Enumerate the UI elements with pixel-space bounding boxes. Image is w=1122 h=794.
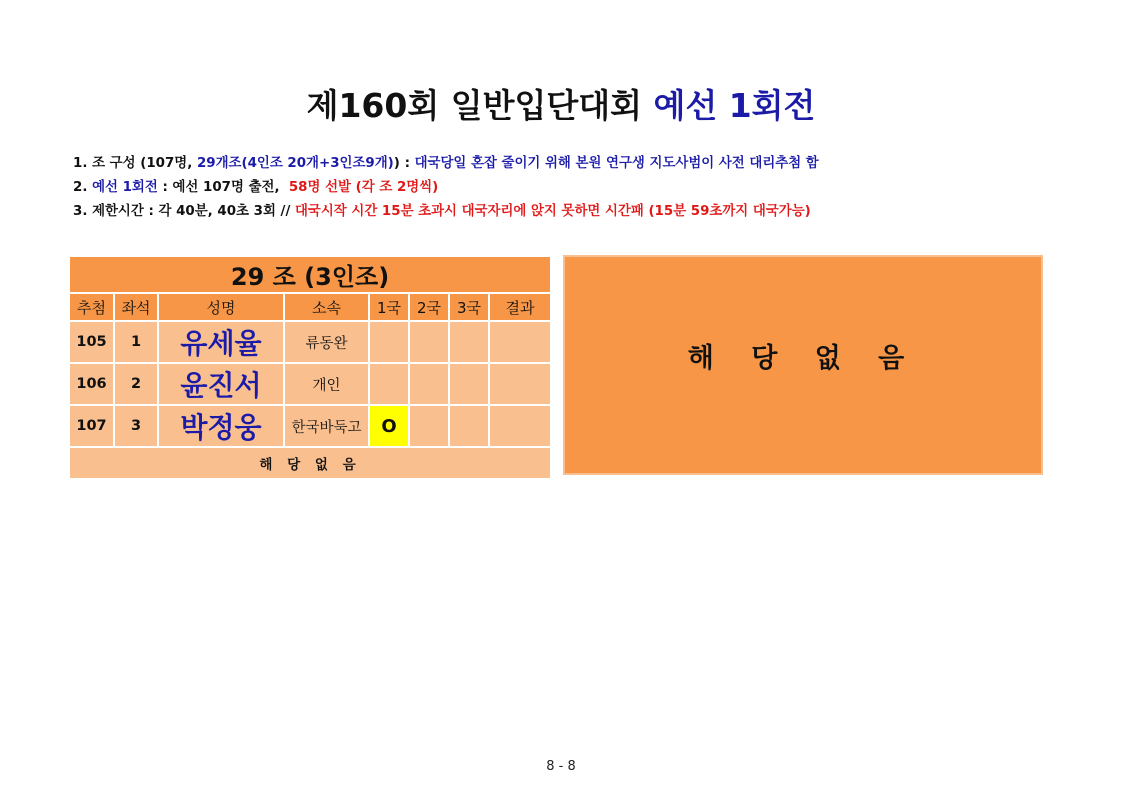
note2-mid: : 예선 107명 출전,: [157, 180, 289, 195]
seat-cell: 3: [114, 405, 158, 447]
game1-cell: O: [369, 405, 409, 447]
seat-cell: 1: [114, 321, 158, 363]
empty-group-panel: [563, 255, 1043, 475]
game2-cell: [409, 363, 449, 405]
note1-tail: 대국당일 혼잡 줄이기 위해 본원 연구생 지도사범이 사전 대리추첨 함: [414, 156, 819, 171]
header-cell: 3국: [449, 293, 489, 321]
note2-prefix: 2.: [73, 180, 93, 195]
result-cell: [489, 321, 551, 363]
draw-cell: 107: [69, 405, 114, 447]
note1-blue: 29개조(4인조 20개+3인조9개): [196, 156, 394, 171]
name-cell: 윤진서: [158, 363, 284, 405]
title-accent: 예선 1회전: [653, 86, 816, 125]
game1-cell: [369, 363, 409, 405]
draw-cell: 106: [69, 363, 114, 405]
club-cell: 류동완: [284, 321, 369, 363]
result-cell: [489, 405, 551, 447]
name-cell: 유세율: [158, 321, 284, 363]
table-row: [69, 321, 551, 363]
note3-red: 대국시작 시간 15분 초과시 대국자리에 앉지 못하면 시간패 (15분 59초까지 대국가능): [295, 204, 811, 219]
page-number: 8 - 8: [546, 759, 576, 774]
game3-cell: [449, 321, 489, 363]
note1-prefix: 1. 조 구성 (107명,: [73, 156, 197, 171]
title-main: 제160회 일반입단대회: [306, 86, 642, 125]
header-cell: 좌석: [114, 293, 158, 321]
note2-blue: 예선 1회전: [92, 180, 158, 195]
empty-panel-label: 해 당 없 음: [687, 342, 919, 374]
table-row: [69, 405, 551, 447]
name-cell: 박정웅: [158, 405, 284, 447]
note2-red: 58명 선발 (각 조 2명씩): [288, 180, 439, 195]
game3-cell: [449, 405, 489, 447]
header-cell: 소속: [284, 293, 369, 321]
header-cell: 2국: [409, 293, 449, 321]
table-row: [69, 363, 551, 405]
notes: [73, 152, 819, 224]
draw-cell: 105: [69, 321, 114, 363]
header-cell: 성명: [158, 293, 284, 321]
note-line-2: [73, 176, 819, 200]
seat-cell: 2: [114, 363, 158, 405]
header-cell: 1국: [369, 293, 409, 321]
group-table: [68, 255, 552, 480]
result-cell: [489, 363, 551, 405]
club-cell: 한국바둑고: [284, 405, 369, 447]
group-title: 29 조 (3인조): [69, 256, 551, 293]
game3-cell: [449, 363, 489, 405]
group-footer: 해 당 없 음: [69, 447, 551, 479]
header-cell: 결과: [489, 293, 551, 321]
page-title: [0, 80, 1122, 127]
note-line-1: [73, 152, 819, 176]
note-line-3: [73, 200, 819, 224]
table-header-row: [69, 293, 551, 321]
game2-cell: [409, 321, 449, 363]
note3-prefix: 3. 제한시간 : 각 40분, 40초 3회 //: [73, 204, 295, 219]
game2-cell: [409, 405, 449, 447]
game1-cell: [369, 321, 409, 363]
note1-mid: ) :: [393, 156, 415, 171]
header-cell: 추첨: [69, 293, 114, 321]
club-cell: 개인: [284, 363, 369, 405]
